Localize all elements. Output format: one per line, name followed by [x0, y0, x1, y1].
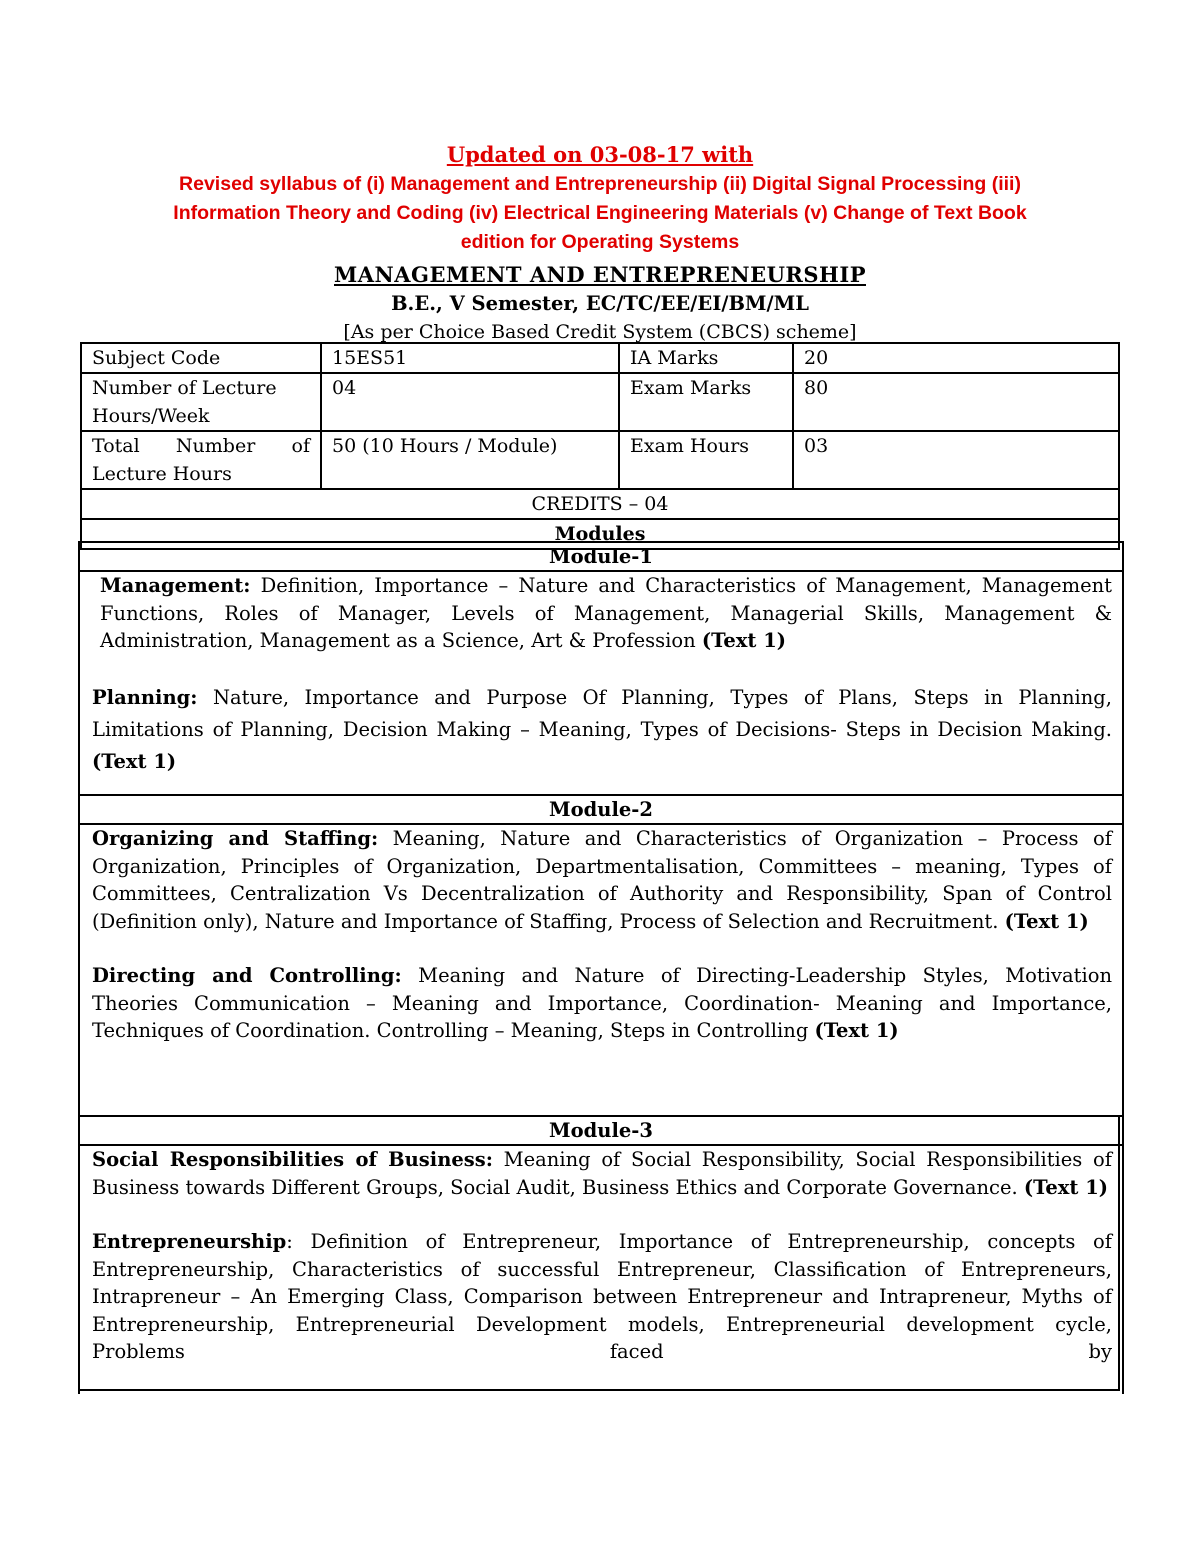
credits-row: CREDITS – 04 — [81, 489, 1119, 519]
subject-code-label: Subject Code — [81, 343, 321, 373]
module-body — [80, 572, 1122, 796]
exam-marks-label: Exam Marks — [619, 373, 793, 431]
topic-title: Directing and Controlling: — [92, 964, 402, 987]
table-row — [81, 489, 1119, 519]
topic-text: Meaning and Nature of Directing-Leadership Styles, Motivation Theories Communication – Meaning and Importance, Coordination- Meaning and Importance, Techniques of Coordination. Controlling – Meaning, Steps in Controlling — [92, 964, 1112, 1042]
exam-hours-value: 03 — [793, 431, 1119, 489]
module-heading: Module-2 — [80, 796, 1122, 825]
text-reference: (Text 1) — [1004, 909, 1089, 933]
topic-title: Entrepreneurship — [92, 1230, 287, 1253]
revision-line-1: Revised syllabus of (i) Management and Entrepreneurship (ii) Digital Signal Processing (iii) — [179, 173, 1021, 195]
label-line: Hours/Week — [92, 405, 210, 427]
text-reference: (Text 1) — [92, 749, 177, 773]
topic-title: Social Responsibilities of Business: — [92, 1148, 493, 1171]
table-row — [81, 431, 1119, 489]
label-line: Number of Lecture — [92, 377, 277, 399]
topic-text: Meaning, Nature and Characteristics of Organization – Process of Organization, Principles of Organization, Departmentalisation, Committees – meaning, Types of Committees, Centralization Vs Decentralization of Authority and Responsibility, Span of Control (Definition only), Nature and Importance of Staffing, Process of Selection and Recruitment. — [92, 827, 1112, 933]
topic-title: Management: — [100, 574, 251, 597]
total-hours-label — [81, 431, 321, 489]
module-body — [80, 825, 1122, 1117]
topic-title: Organizing and Staffing: — [92, 827, 379, 850]
total-hours-value: 50 (10 Hours / Module) — [321, 431, 619, 489]
module-heading: Module-1 — [80, 543, 1122, 572]
topic-paragraph — [92, 572, 1112, 655]
ia-marks-label: IA Marks — [619, 343, 793, 373]
table-row — [81, 373, 1119, 431]
topic-text: Definition, Importance – Nature and Characteristics of Management, Management Functions, Roles of Manager, Levels of Management, Managerial Skills, Management & Administration, Management as a Science, Art & Profession — [100, 574, 1112, 652]
label-line: Total Number of — [92, 435, 310, 457]
module-frame-bottom — [78, 1117, 1120, 1391]
revision-line-3: edition for Operating Systems — [460, 231, 740, 253]
document-title: MANAGEMENT AND ENTREPRENEURSHIP — [334, 262, 866, 287]
topic-text: : Definition of Entrepreneur, Importance of Entrepreneurship, concepts of Entrepreneurship, Characteristics of successful Entrepreneur, Classification of Entrepreneurs, Intrapreneur – An Emerging Class, Comparison between Entrepreneur and Intrapreneur, Myths of Entrepreneurship, Entrepreneurial Development models, Entrepreneurial development cycle, Problems faced by — [92, 1230, 1112, 1363]
text-reference: (Text 1) — [701, 629, 787, 652]
subject-code-value: 15ES51 — [321, 343, 619, 373]
topic-paragraph — [92, 825, 1112, 935]
course-info-table — [80, 342, 1120, 550]
topic-text: Nature, Importance and Purpose Of Planning, Types of Plans, Steps in Planning, Limitations of Planning, Decision Making – Meaning, Types of Decisions- Steps in Decision Making. — [92, 685, 1112, 741]
text-reference: (Text 1) — [1023, 1175, 1109, 1199]
module-heading: Module-3 — [80, 1117, 1122, 1146]
text-reference: (Text 1) — [814, 1019, 899, 1042]
update-notice: Updated on 03-08-17 with — [446, 142, 754, 167]
ia-marks-value: 20 — [793, 343, 1119, 373]
topic-paragraph — [92, 682, 1112, 778]
lecture-hours-week-value: 04 — [321, 373, 619, 431]
topic-title: Planning: — [92, 685, 198, 709]
topic-paragraph — [92, 962, 1112, 1045]
semester-line: B.E., V Semester, EC/TC/EE/EI/BM/ML — [391, 292, 809, 315]
lecture-hours-week-label — [81, 373, 321, 431]
document-header — [0, 140, 1200, 346]
topic-text: Meaning of Social Responsibility, Social Responsibilities of Business towards Different Groups, Social Audit, Business Ethics and Corporate Governance. — [92, 1148, 1112, 1199]
revision-line-2: Information Theory and Coding (iv) Electrical Engineering Materials (v) Change of Text Book — [173, 202, 1027, 224]
label-line: Lecture Hours — [92, 463, 232, 485]
revision-notice — [130, 170, 1070, 257]
exam-marks-value: 80 — [793, 373, 1119, 431]
scheme-line: [As per Choice Based Credit System (CBCS) scheme] — [343, 321, 857, 343]
modules-heading: Modules — [81, 519, 1119, 549]
exam-hours-label: Exam Hours — [619, 431, 793, 489]
table-row — [81, 343, 1119, 373]
